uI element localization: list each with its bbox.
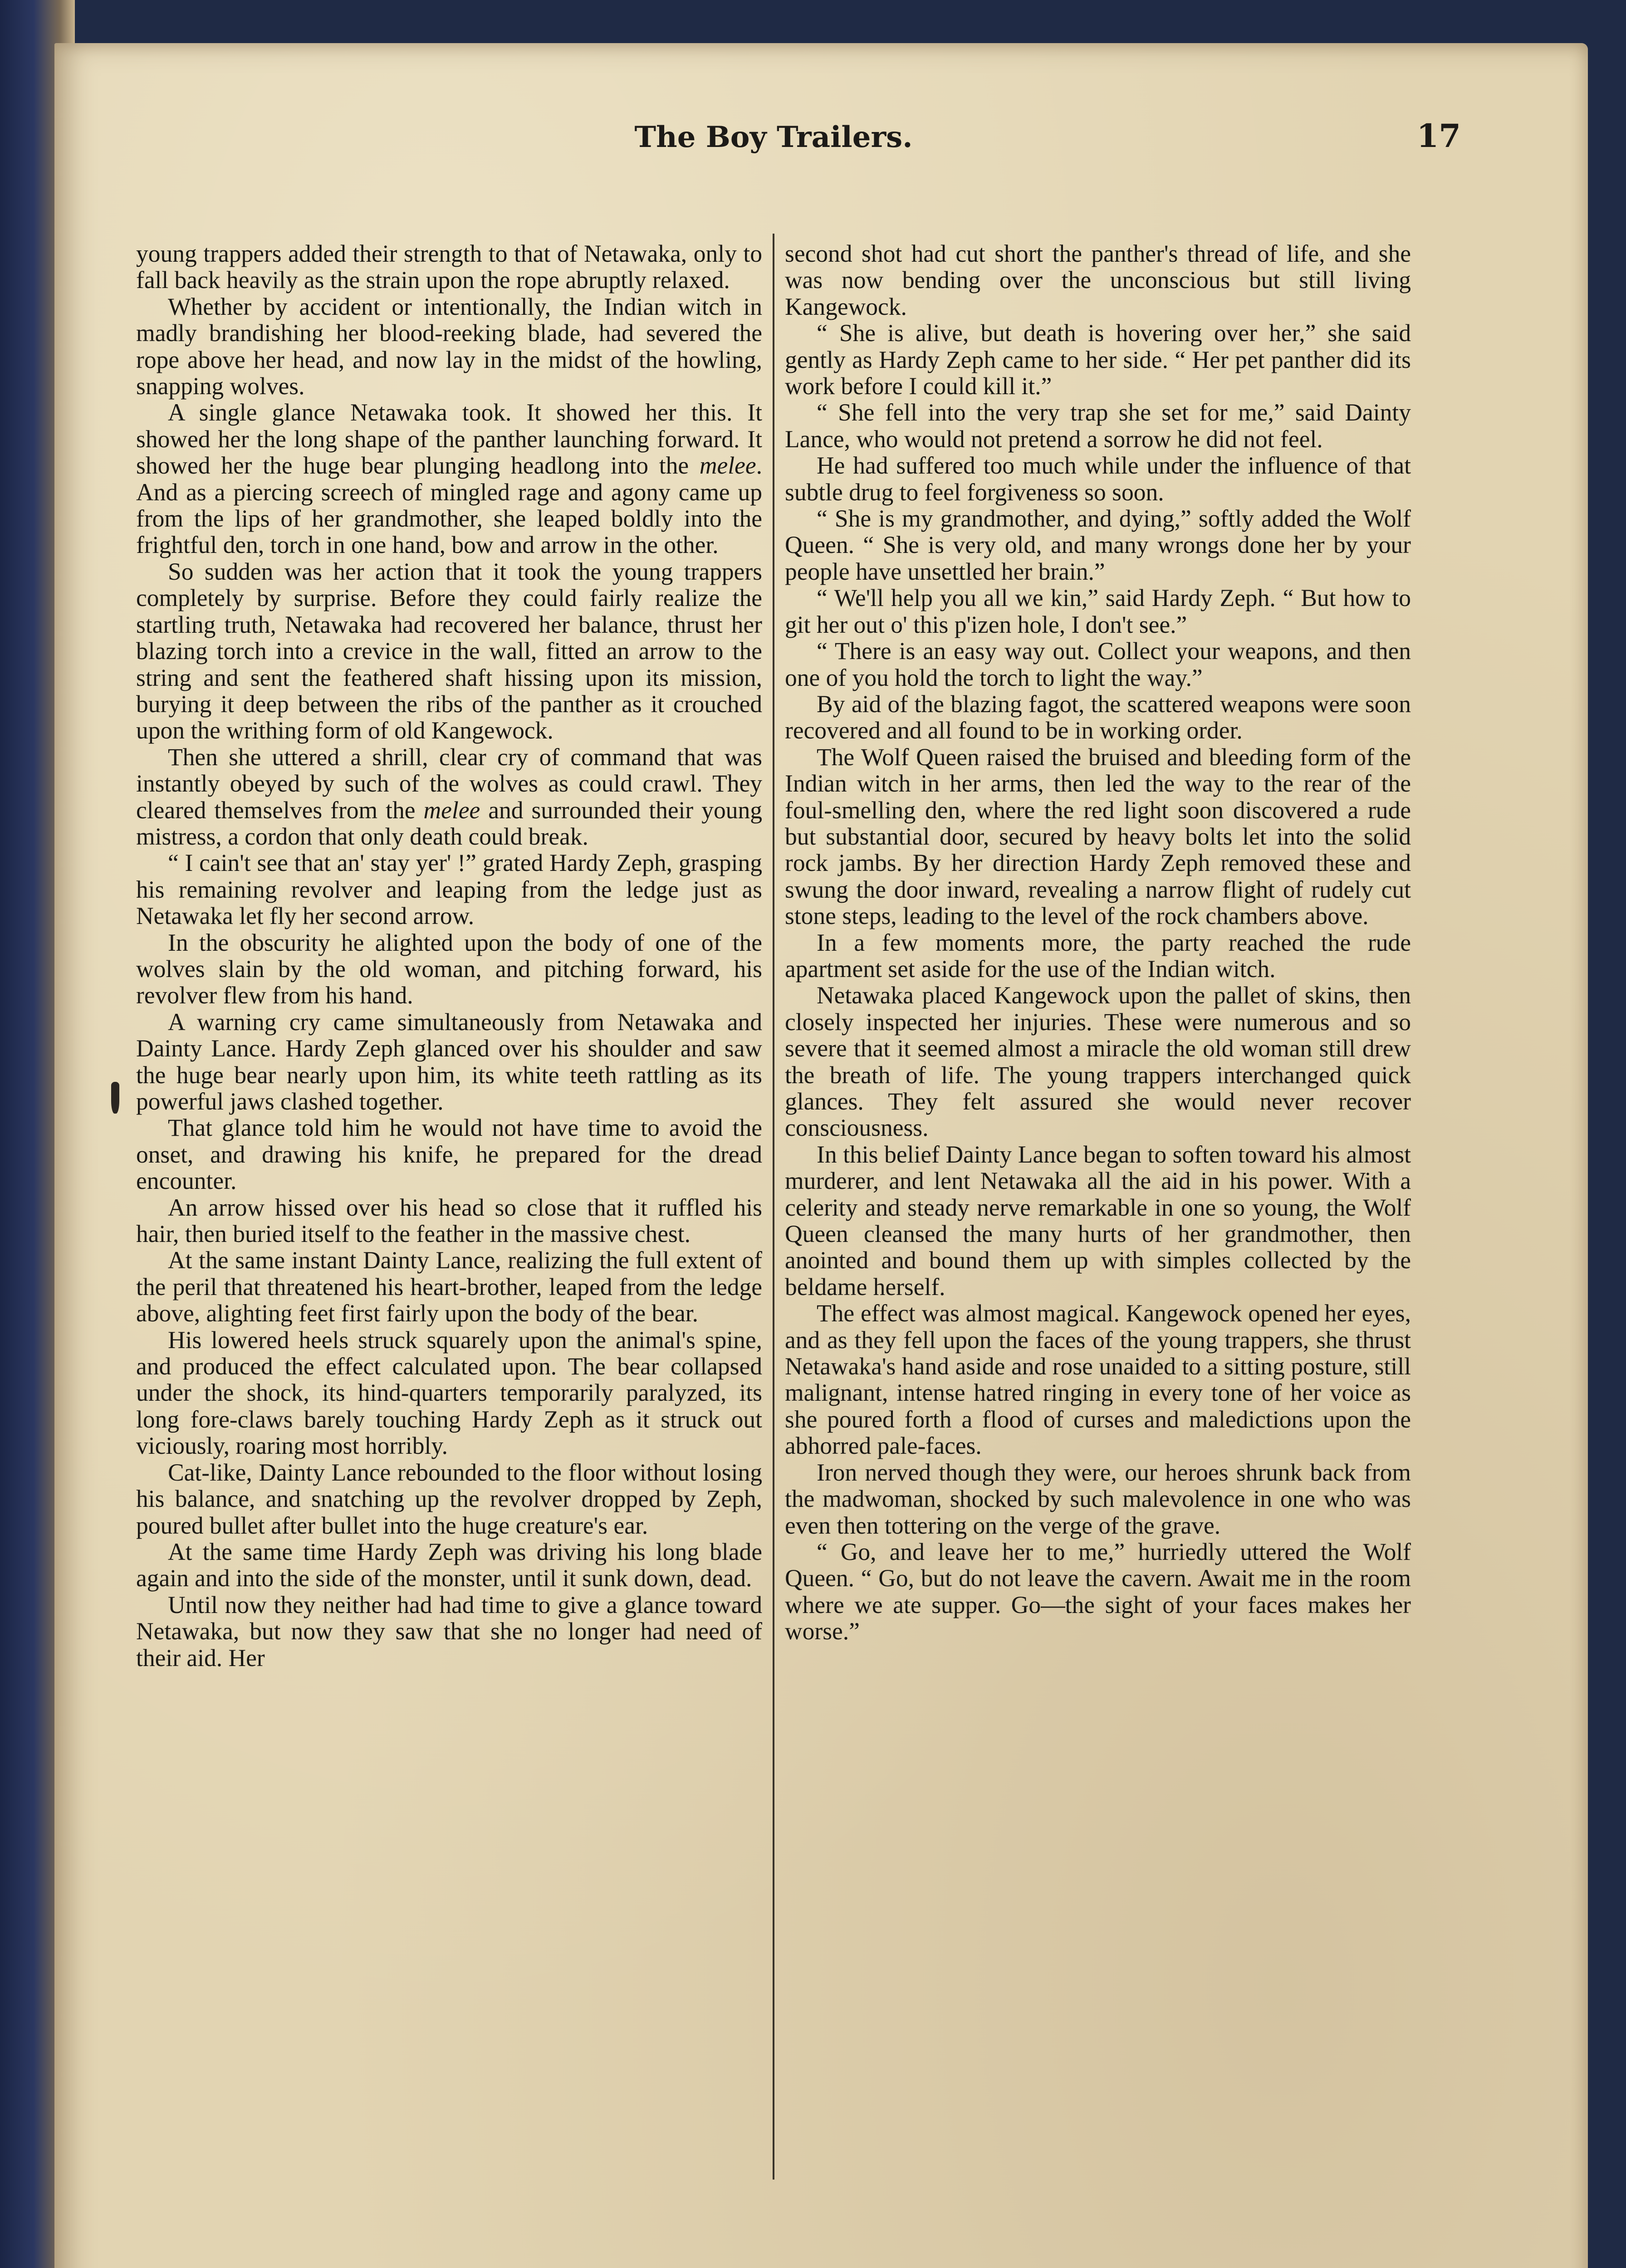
column-rule xyxy=(773,234,774,2180)
paragraph: An arrow hissed over his head so close that it ruffled his hair, then buried itself to the feather in the massive chest. xyxy=(136,1193,762,1248)
margin-ink-mark xyxy=(111,1082,119,1114)
paragraph: At the same time Hardy Zeph was driving his long blade again and into the side of the monster, until it sunk down, dead. xyxy=(136,1538,762,1592)
paragraph: At the same instant Dainty Lance, realizing the full extent of the peril that threatened his heart-brother, leaped from the ledge above, alighting feet first fairly upon the body of the bear. xyxy=(136,1246,762,1327)
paragraph: Until now they neither had had time to give a glance toward Netawaka, but now they saw that she no longer had need of their aid. Her xyxy=(136,1591,762,1672)
text-column-right xyxy=(785,240,1411,2204)
paragraph: A single glance Netawaka took. It showed her this. It showed her the long shape of the panther launching forward. It showed her the huge bear plunging headlong into the melee. And as a piercing screech of mingled rage and agony came up from the lips of her grandmother, she leaped boldly into the frightful den, torch in one hand, bow and arrow in the other. xyxy=(136,399,762,559)
paragraph: By aid of the blazing fagot, the scattered weapons were soon recovered and all found to be in working order. xyxy=(785,690,1411,744)
paragraph: “ She fell into the very trap she set for me,” said Dainty Lance, who would not pretend a sorrow he did not feel. xyxy=(785,399,1411,453)
paragraph: young trappers added their strength to that of Netawaka, only to fall back heavily as the strain upon the rope abruptly relaxed. xyxy=(136,240,762,294)
text-column-left xyxy=(136,240,762,2204)
paragraph: Whether by accident or intentionally, the Indian witch in madly brandishing her blood-reeking blade, had severed the rope above her head, and now lay in the midst of the howling, snapping wolves. xyxy=(136,293,762,400)
paragraph: “ She is my grandmother, and dying,” softly added the Wolf Queen. “ She is very old, and many wrongs done her by your people have unsettled her brain.” xyxy=(785,505,1411,585)
paragraph: In this belief Dainty Lance began to soften toward his almost murderer, and lent Netawaka all the aid in his power. With a celerity and steady nerve remarkable in one so young, the Wolf Queen cleansed the many hurts of her grandmother, then anointed and bound them up with simples collected by the beldame herself. xyxy=(785,1140,1411,1300)
paragraph: Cat-like, Dainty Lance rebounded to the floor without losing his balance, and snatching up the revolver dropped by Zeph, poured bullet after bullet into the huge creature's ear. xyxy=(136,1458,762,1539)
paragraph: “ Go, and leave her to me,” hurriedly uttered the Wolf Queen. “ Go, but do not leave the cavern. Await me in the room where we ate supper. Go—the sight of your faces makes her worse.” xyxy=(785,1538,1411,1645)
paragraph: The effect was almost magical. Kangewock opened her eyes, and as they fell upon the faces of the young trappers, she thrust Netawaka's hand aside and rose unaided to a sitting posture, still malignant, intense hatred ringing in every tone of her voice as she poured forth a flood of curses and maledictions upon the abhorred pale-faces. xyxy=(785,1300,1411,1460)
paragraph: “ There is an easy way out. Collect your weapons, and then one of you hold the torch to light the way.” xyxy=(785,637,1411,691)
paragraph: Netawaka placed Kangewock upon the pallet of skins, then closely inspected her injuries. These were numerous and so severe that it seemed almost a miracle the old woman still drew the breath of life. The young trappers interchanged quick glances. They felt assured she would never recover consciousness. xyxy=(785,982,1411,1142)
paragraph: He had suffered too much while under the influence of that subtle drug to feel forgiveness so soon. xyxy=(785,452,1411,506)
paragraph: “ We'll help you all we kin,” said Hardy Zeph. “ But how to git her out o' this p'izen hole, I don't see.” xyxy=(785,584,1411,638)
paragraph: Then she uttered a shrill, clear cry of command that was instantly obeyed by such of the wolves as could crawl. They cleared themselves from the melee and surrounded their young mistress, a cordon that only death could break. xyxy=(136,743,762,850)
paragraph: His lowered heels struck squarely upon the animal's spine, and produced the effect calculated upon. The bear collapsed under the shock, its hind-quarters temporarily paralyzed, its long fore-claws barely touching Hardy Zeph as it struck out viciously, roaring most horribly. xyxy=(136,1326,762,1460)
paragraph: second shot had cut short the panther's thread of life, and she was now bending over the unconscious but still living Kangewock. xyxy=(785,240,1411,320)
paragraph: Iron nerved though they were, our heroes shrunk back from the madwoman, shocked by such malevolence in one who was even then tottering on the verge of the grave. xyxy=(785,1458,1411,1539)
paragraph: So sudden was her action that it took the young trappers completely by surprise. Before they could fairly realize the startling truth, Netawaka had recovered her balance, thrust her blazing torch into a crevice in the wall, fitted an arrow to the string and sent the feathered shaft hissing upon its mission, burying it deep between the ribs of the panther as it crouched upon the writhing form of old Kangewock. xyxy=(136,557,762,744)
paragraph: In a few moments more, the party reached the rude apartment set aside for the use of the Indian witch. xyxy=(785,929,1411,982)
paragraph: In the obscurity he alighted upon the body of one of the wolves slain by the old woman, and pitching forward, his revolver flew from his hand. xyxy=(136,929,762,1009)
page-number: 17 xyxy=(1416,117,1461,155)
paragraph: That glance told him he would not have time to avoid the onset, and drawing his knife, he prepared for the dread encounter. xyxy=(136,1114,762,1195)
paragraph: The Wolf Queen raised the bruised and bleeding form of the Indian witch in her arms, then led the way to the rear of the foul-smelling den, where the red light soon discovered a rude but substantial door, secured by heavy bolts let into the solid rock jambs. By her direction Hardy Zeph removed these and swung the door inward, revealing a narrow flight of rudely cut stone steps, leading to the level of the rock chambers above. xyxy=(785,743,1411,930)
paragraph: “ She is alive, but death is hovering over her,” she said gently as Hardy Zeph came to her side. “ Her pet panther did its work before I could kill it.” xyxy=(785,319,1411,400)
paragraph: A warning cry came simultaneously from Netawaka and Dainty Lance. Hardy Zeph glanced over his shoulder and saw the huge bear nearly upon him, its white teeth rattling as its powerful jaws clashed together. xyxy=(136,1008,762,1115)
paragraph: “ I cain't see that an' stay yer' !” grated Hardy Zeph, grasping his remaining revolver and leaping from the ledge just as Netawaka let fly her second arrow. xyxy=(136,849,762,930)
running-head: The Boy Trailers. xyxy=(634,120,913,154)
